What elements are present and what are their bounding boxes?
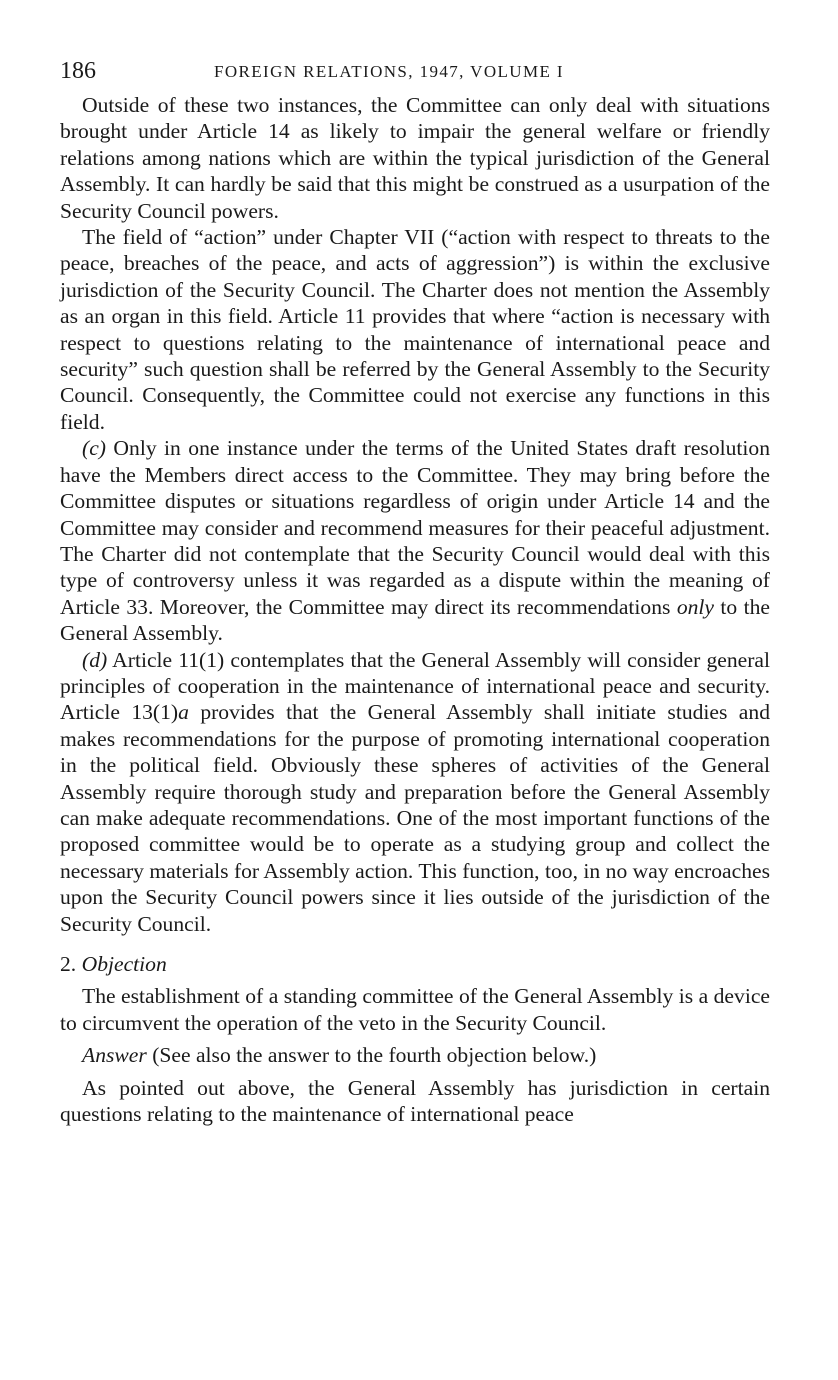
paragraph-c-tail: to the General Assembly.	[60, 594, 771, 646]
section-number: 2.	[60, 952, 77, 976]
answer-label: Answer	[82, 1043, 147, 1068]
paragraph-c	[60, 435, 770, 646]
paragraph-d-text-a: Article 11(1) contemplates that the General Assembly will consider general principles of cooperation in the maintenance of international peace and security. Article 13(1)	[60, 647, 770, 725]
section-title: Objection	[81, 952, 167, 976]
paragraph-c-text: Only in one instance under the terms of the United States draft resolution have the Members direct access to the Committee. They may bring before the Committee disputes or situations regardless of origin under Article 14 and the Committee may consider and recommend measures for their peaceful adjustment. The Charter did not contemplate that the Security Council would deal with this type of controversy unless it was regarded as a dispute within the meaning of Article 33. Moreover, the Committee may direct its recommendations	[60, 436, 771, 619]
answer-note: (See also the answer to the fourth objection below.)	[152, 1043, 597, 1068]
page-header	[60, 58, 770, 92]
paragraph-chapter-vii: The field of “action” under Chapter VII (“action with respect to threats to the peace, breaches of the peace, and acts of aggression”) is within the exclusive jurisdiction of the Security Council. The Charter does not mention the Assembly as an organ in this field. Article 11 provides that where “action is necessary with respect to questions relating to the maintenance of international peace and security” such question shall be referred by the General Assembly to the Security Council. Consequently, the Committee could not exercise any functions in this field.	[60, 225, 770, 434]
running-head: FOREIGN RELATIONS, 1947, VOLUME I	[214, 62, 564, 81]
paragraph-objection: The establishment of a standing committee of the General Assembly is a device to circumvent the operation of the veto in the Security Council.	[60, 984, 770, 1035]
paragraph-d-emphasis: a	[178, 700, 189, 725]
paragraph-d-text-b: provides that the General Assembly shall initiate studies and makes recommendations for the purpose of promoting international cooperation in the political field. Obviously these spheres of activities of the General Assembly require thorough study and preparation before the General Assembly can make adequate recommendations. One of the most important functions of the proposed committee would be to operate as a studying group and collect the necessary materials for Assembly action. This function, too, in no way encroaches upon the Security Council powers since it lies outside of the jurisdiction of the Security Council.	[60, 700, 770, 936]
paragraph-d-label: (d)	[82, 647, 108, 672]
paragraph-c-label: (c)	[82, 436, 106, 461]
paragraph-d	[60, 647, 770, 937]
document-page	[60, 58, 770, 1127]
paragraph-answer: As pointed out above, the General Assembly has jurisdiction in certain questions relating to the maintenance of international peace	[60, 1075, 770, 1127]
page-number: 186	[60, 58, 96, 84]
paragraph-outside-instances: Outside of these two instances, the Committee can only deal with situations brought under Article 14 as likely to impair the general welfare or friendly relations among nations which are within the typical jurisdiction of the General Assembly. It can hardly be said that this might be construed as a usurpation of the Security Council powers.	[60, 93, 770, 223]
answer-line	[60, 1042, 770, 1068]
section-heading-objection	[60, 951, 770, 977]
paragraph-c-emphasis: only	[676, 594, 715, 619]
